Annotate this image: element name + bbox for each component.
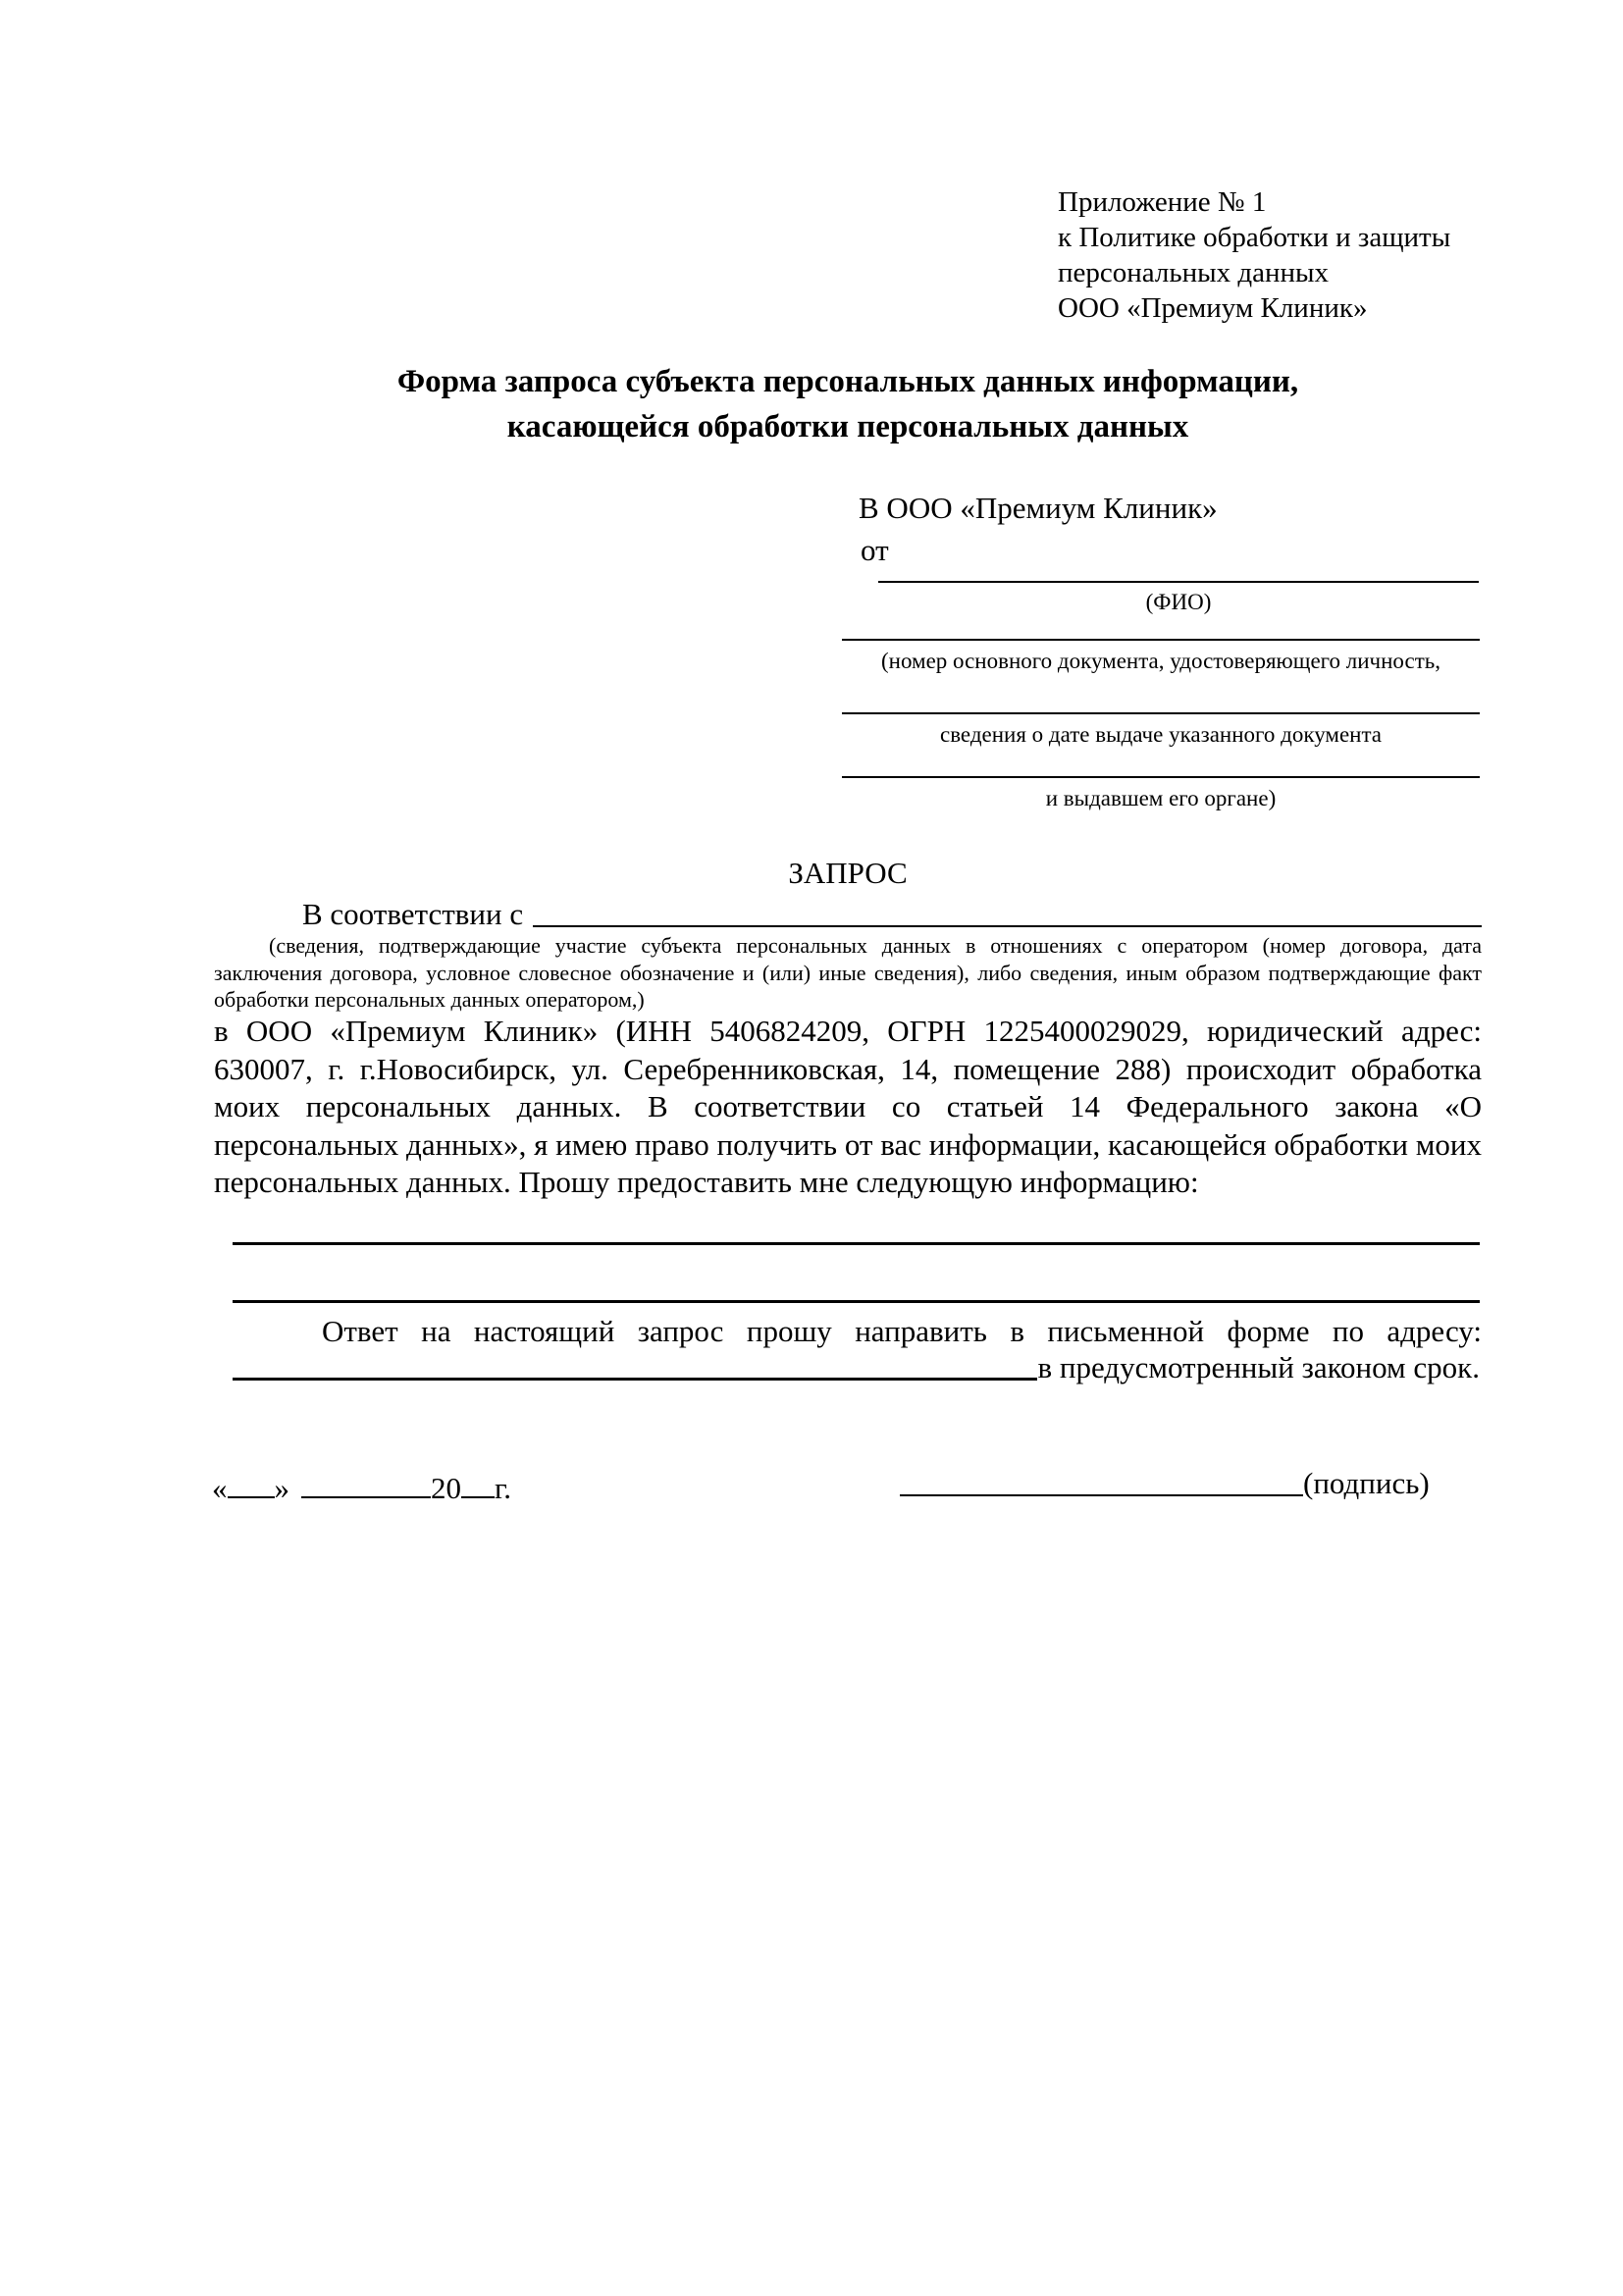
date-row bbox=[212, 1466, 511, 1506]
appendix-line: ООО «Премиум Клиник» bbox=[1058, 292, 1368, 324]
fio-caption: (ФИО) bbox=[1145, 590, 1212, 614]
accordance-footnote: (сведения, подтверждающие участие субъекта персональных данных в отношениях с оператором (номер договора, дата заключения договора, условное словесное обозначение и (или) иные сведения), либо сведения, иным образом подтверждающие факт обработки персональных данных оператором,) bbox=[214, 933, 1482, 1012]
address-blank-line bbox=[233, 1378, 1037, 1381]
address-row bbox=[233, 1350, 1480, 1385]
date-close-quote: » bbox=[274, 1471, 289, 1505]
reply-tail: в предусмотренный законом срок. bbox=[1037, 1350, 1480, 1384]
appendix-line: персональных данных bbox=[1058, 257, 1330, 288]
request-body: в ООО «Премиум Клиник» (ИНН 5406824209, ОГРН 1225400029029, юридический адрес: 630007, г. г.Новосибирск, ул. Серебренниковская, 14, помещение 288) происходит обработка моих персональных данных. В соответствии со статьей 14 Федерального закона «О персональных данных», я имею право получить от вас информации, касающейся обработки моих персональных данных. Прошу предоставить мне следующую информацию: bbox=[214, 1014, 1482, 1199]
accordance-row bbox=[302, 897, 1482, 932]
document-title-line: касающейся обработки персональных данных bbox=[506, 409, 1189, 444]
id-doc-caption-2: сведения о дате выдаче указанного документа bbox=[939, 722, 1383, 747]
appendix-block bbox=[1058, 184, 1450, 326]
info-blank-line-1 bbox=[233, 1242, 1480, 1245]
id-doc-caption-1: (номер основного документа, удостоверяющего личность, bbox=[880, 649, 1440, 673]
day-blank-line bbox=[228, 1466, 275, 1498]
accordance-blank-line bbox=[533, 925, 1482, 927]
request-heading: ЗАПРОС bbox=[788, 856, 908, 890]
document-title bbox=[214, 359, 1482, 449]
accordance-label: В соответствии с bbox=[302, 897, 524, 931]
year-suffix: г. bbox=[495, 1471, 511, 1505]
addressee-to: В ООО «Премиум Клиник» bbox=[859, 491, 1218, 525]
id-doc-blank-line-2 bbox=[842, 712, 1480, 714]
month-blank-line bbox=[301, 1466, 431, 1498]
document-title-line: Форма запроса субъекта персональных данных информации, bbox=[396, 364, 1299, 399]
addressee-from-label: от bbox=[861, 533, 889, 567]
signature-blank-line bbox=[900, 1494, 1303, 1496]
appendix-line: к Политике обработки и защиты bbox=[1058, 222, 1451, 253]
id-doc-blank-line-1 bbox=[842, 639, 1480, 641]
appendix-line: Приложение № 1 bbox=[1058, 186, 1267, 218]
id-doc-blank-line-3 bbox=[842, 776, 1480, 778]
date-open-quote: « bbox=[212, 1471, 228, 1505]
fio-blank-line bbox=[878, 581, 1479, 583]
id-doc-caption-3: и выдавшем его органе) bbox=[1045, 786, 1277, 810]
reply-sentence: Ответ на настоящий запрос прошу направить в письменной форме по адресу: bbox=[322, 1314, 1482, 1348]
signature-caption: (подпись) bbox=[1303, 1466, 1430, 1500]
info-blank-line-2 bbox=[233, 1300, 1480, 1303]
year-prefix: 20 bbox=[431, 1471, 461, 1505]
year-blank-line bbox=[461, 1466, 495, 1498]
signature-row bbox=[900, 1466, 1430, 1501]
